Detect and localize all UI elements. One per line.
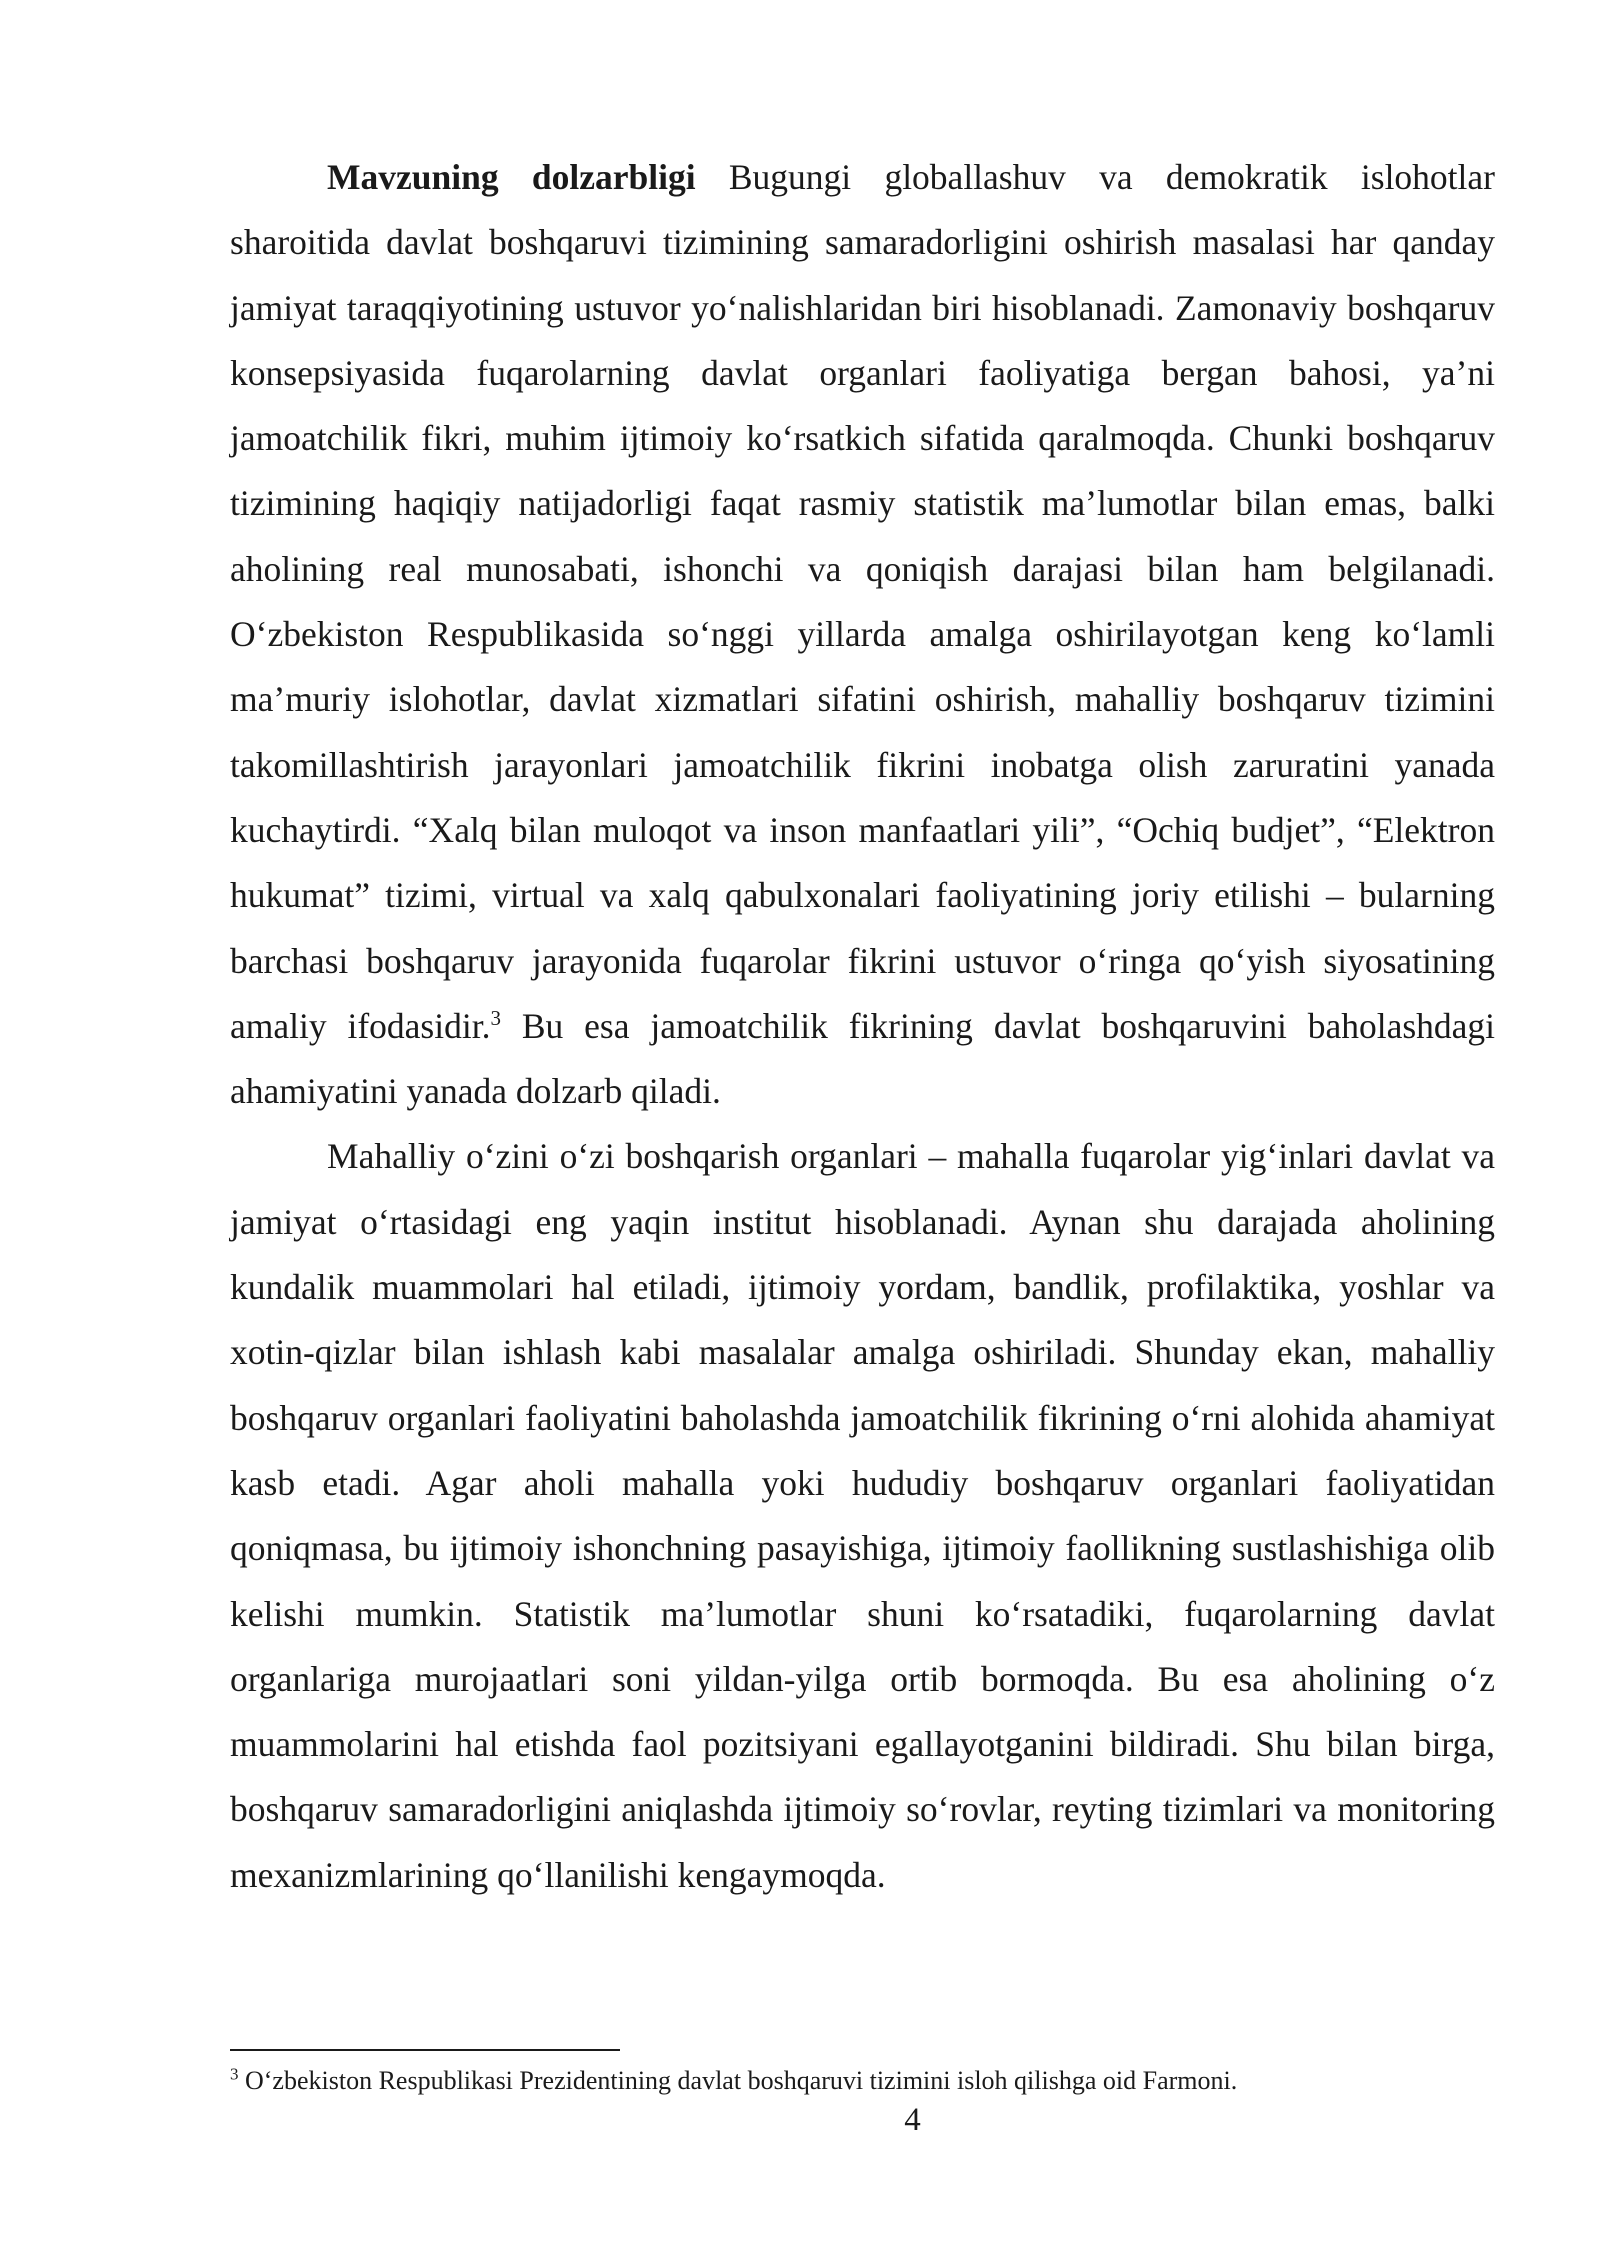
paragraph-text: Bugungi globallashuv va demokratik islohotlar sharoitida davlat boshqaruvi tizimining samaradorligini oshirish masalasi har qanday jamiyat taraqqiyotining ustuvor yo‘nalishlaridan biri hisoblanadi. Zamonaviy boshqaruv konsepsiyasida fuqarolarning davlat organlari faoliyatiga bergan bahosi, ya’ni jamoatchilik fikri, muhim ijtimoiy ko‘rsatkich sifatida qaralmoqda. Chunki boshqaruv tizimining haqiqiy natijadorligi faqat rasmiy statistik ma’lumotlar bilan emas, balki aholining real munosabati, ishonchi va qoniqish darajasi bilan ham belgilanadi. O‘zbekiston Respublikasida so‘nggi yillarda amalga oshirilayotgan keng ko‘lamli ma’muriy islohotlar, davlat xizmatlari sifatini oshirish, mahalliy boshqaruv tizimini takomillashtirish jarayonlari jamoatchilik fikrini inobatga olish zaruratini yanada kuchaytirdi. “Xalq bilan muloqot va inson manfaatlari yili”, “Ochiq budjet”, “Elektron hukumat” tizimi, virtual va xalq qabulxonalari faoliyatining joriy etilishi – bularning barchasi boshqaruv jarayonida fuqarolar fikrini ustuvor o‘ringa qo‘yish siyosatining amaliy ifodasidir. bbox=[230, 157, 1495, 1046]
paragraph-local-government: Mahalliy o‘zini o‘zi boshqarish organlari – mahalla fuqarolar yig‘inlari davlat va jamiyat o‘rtasidagi eng yaqin institut hisoblanadi. Aynan shu darajada aholining kundalik muammolari hal etiladi, ijtimoiy yordam, bandlik, profilaktika, yoshlar va xotin-qizlar bilan ishlash kabi masalalar amalga oshiriladi. Shunday ekan, mahalliy boshqaruv organlari faoliyatini baholashda jamoatchilik fikrining o‘rni alohida ahamiyat kasb etadi. Agar aholi mahalla yoki hududiy boshqaruv organlari faoliyatidan qoniqmasa, bu ijtimoiy ishonchning pasayishiga, ijtimoiy faollikning sustlashishiga olib kelishi mumkin. Statistik ma’lumotlar shuni ko‘rsatadiki, fuqarolarning davlat organlariga murojaatlari soni yildan-yilga ortib bormoqda. Bu esa aholining o‘z muammolarini hal etishda faol pozitsiyani egallayotganini bildiradi. Shu bilan birga, boshqaruv samaradorligini aniqlashda ijtimoiy so‘rovlar, reyting tizimlari va monitoring mexanizmlarining qo‘llanilishi kengaymoqda. bbox=[230, 1136, 1495, 1895]
footnote bbox=[230, 2064, 1495, 2098]
paragraph-relevance bbox=[230, 145, 1495, 1124]
page-number: 4 bbox=[904, 2102, 921, 2138]
body-text bbox=[230, 145, 1495, 1908]
paragraph-text-continued: Bu esa jamoatchilik fikrining davlat boshqaruvini baholashdagi ahamiyatini yanada dolzarb qiladi. bbox=[230, 1005, 1496, 1112]
section-lead-heading: Mavzuning dolzarbligi bbox=[327, 157, 696, 197]
footnote-separator bbox=[230, 2049, 620, 2051]
footnote-number: 3 bbox=[230, 2064, 239, 2084]
footnote-reference[interactable]: 3 bbox=[490, 1006, 501, 1031]
footnote-text: O‘zbekiston Respublikasi Prezidentining davlat boshqaruvi tizimini isloh qilishga oid Farmoni. bbox=[238, 2066, 1238, 2095]
